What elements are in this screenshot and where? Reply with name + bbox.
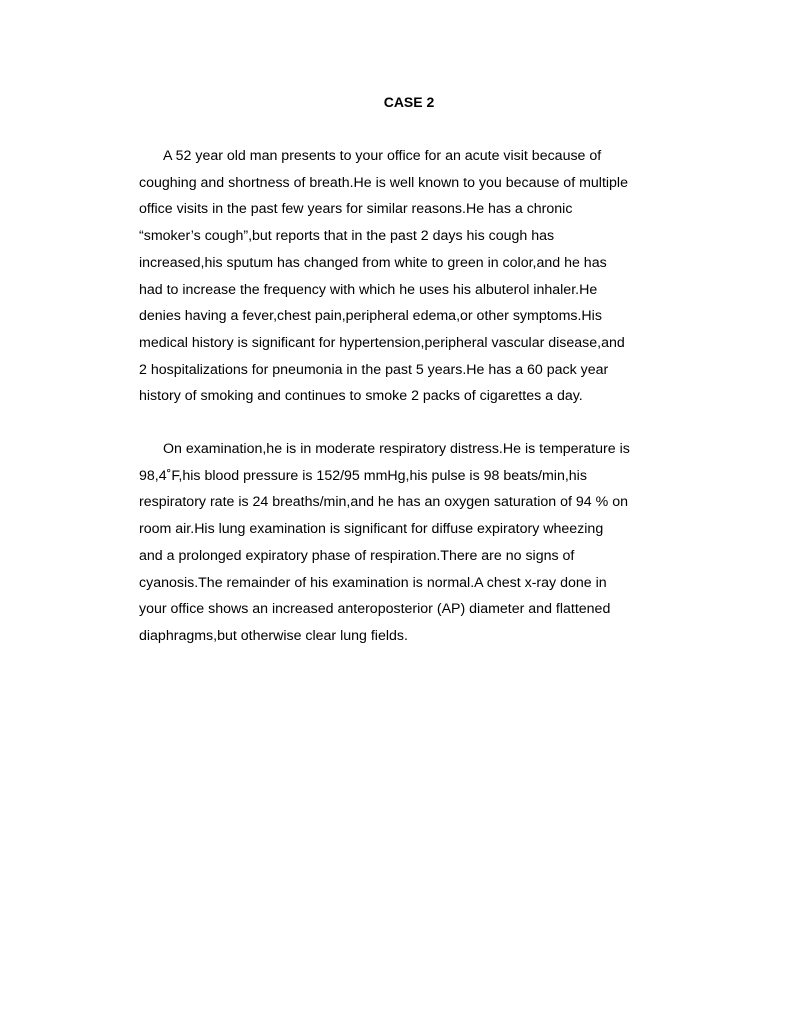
text-line: A 52 year old man presents to your office for an acute visit because of <box>163 148 602 164</box>
text-line: had to increase the frequency with which he uses his albuterol inhaler.He <box>139 281 598 298</box>
text-line: cyanosis.The remainder of his examination is normal.A chest x-ray done in <box>139 574 607 591</box>
text-line: respiratory rate is 24 breaths/min,and he has an oxygen saturation of 94 % on <box>139 494 628 511</box>
case-history-paragraph <box>139 143 699 410</box>
text-line: “smoker’s cough”,but reports that in the past 2 days his cough has <box>139 228 555 245</box>
text-line: On examination,he is in moderate respiratory distress.He is temperature is <box>163 441 630 457</box>
text-line: office visits in the past few years for similar reasons.He has a chronic <box>139 201 573 218</box>
text-line: medical history is significant for hypertension,peripheral vascular disease,and <box>139 334 625 351</box>
text-line: denies having a fever,chest pain,peripheral edema,or other symptoms.His <box>139 308 602 325</box>
text-line: increased,his sputum has changed from white to green in color,and he has <box>139 254 607 271</box>
text-line: and a prolonged expiratory phase of respiration.There are no signs of <box>139 547 575 564</box>
text-line: your office shows an increased anteroposterior (AP) diameter and flattened <box>139 601 611 618</box>
case-title: CASE 2 <box>383 94 435 110</box>
text-line: coughing and shortness of breath.He is well known to you because of multiple <box>139 174 628 191</box>
text-line: 2 hospitalizations for pneumonia in the past 5 years.He has a 60 pack year <box>139 361 609 378</box>
text-line: diaphragms,but otherwise clear lung fields. <box>139 627 408 644</box>
text-line: 98,4˚F,his blood pressure is 152/95 mmHg,his pulse is 98 beats/min,his <box>139 467 587 484</box>
text-line: history of smoking and continues to smoke 2 packs of cigarettes a day. <box>139 388 583 405</box>
text-line: room air.His lung examination is significant for diffuse expiratory wheezing <box>139 521 604 538</box>
examination-paragraph <box>139 436 699 650</box>
